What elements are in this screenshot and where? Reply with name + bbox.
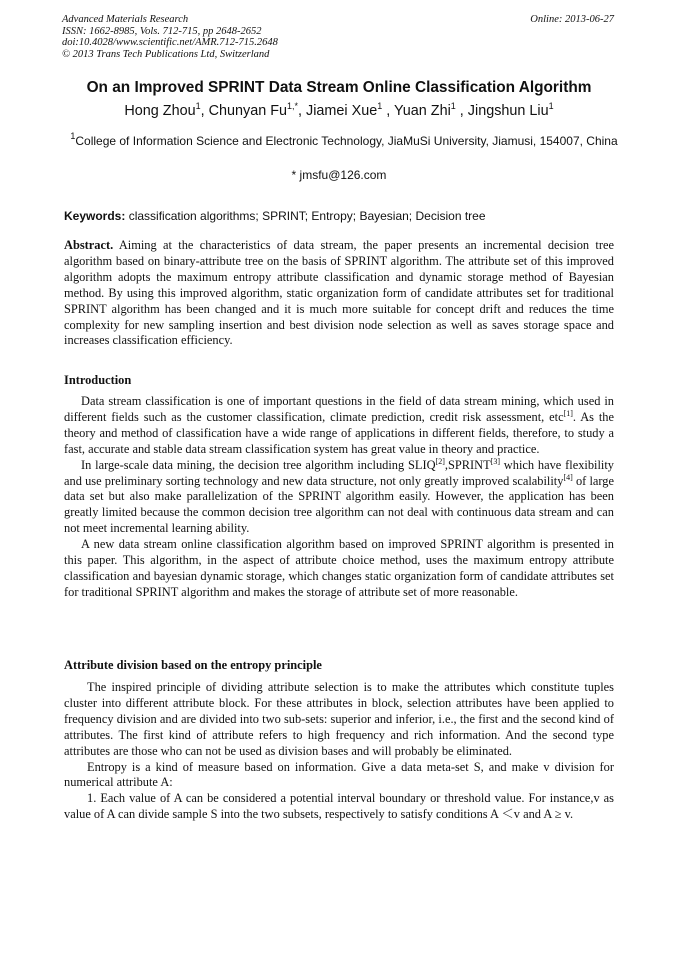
abstract-label: Abstract. (64, 238, 114, 252)
introduction-body (64, 394, 614, 601)
author-affil-mark: 1 (377, 101, 383, 111)
text-run: . As the theory and method of classification have a wide range of applications in different fields, therefore, to study a fast, accurate and stable data stream classification system has great value in theory and practice. (64, 409, 614, 456)
author-name: Jingshun Liu (467, 103, 549, 119)
journal-header (62, 14, 278, 60)
author-separator: , (298, 103, 307, 119)
doi-line: doi:10.4028/www.scientific.net/AMR.712-715.2648 (62, 37, 278, 49)
author-separator: , (455, 103, 464, 119)
author-separator: , (382, 103, 394, 119)
corresponding-email: * jmsfu@126.com (291, 168, 387, 182)
text-run: In large-scale data mining, the decision tree algorithm including SLIQ (81, 457, 436, 472)
issn-line: ISSN: 1662-8985, Vols. 712-715, pp 2648-2652 (62, 25, 262, 37)
author-affil-mark: 1 (548, 101, 554, 111)
text-run: of large data set but also make parallelization of the SPRINT algorithm easily. However, the application has been greatly limited because the common decision tree algorithm can not deal with continuous data stream and can not meet incremental learning ability. (64, 473, 615, 536)
author-name: Chunyan Fu (208, 103, 287, 119)
introduction-heading: Introduction (64, 373, 132, 387)
author-affil-mark: 1 (195, 101, 201, 111)
citation-ref: [2] (435, 456, 445, 466)
attr-paragraph-1: The inspired principle of dividing attribute selection is to make the attributes which constitute tuples cluster into different attribute block. For these attributes in block, selection attributes have been applied to frequency division and are divided into two sub-sets: superior and inferior, i.e., the first and the second kind of attributes. The first kind of attribute refers to high frequency and rich information. And the second type attributes are those who can not be used as division bases and will probably be eliminated. (64, 680, 614, 758)
text-run: which have flexibility and use preliminary sorting technology and new data structure, not only greatly improved scalability (64, 457, 614, 488)
author-list (0, 103, 678, 119)
intro-paragraph-3: A new data stream online classification algorithm based on improved SPRINT algorithm is presented in this paper. This algorithm, in the aspect of attribute choice method, uses the maximum entropy attribute classification and bayesian dynamic storage, which changes static organization form of candidate attributes set for traditional SPRINT algorithm and makes the storage of attribute set of more reasonable. (64, 537, 614, 599)
attribute-section-heading: Attribute division based on the entropy principle (64, 658, 322, 672)
text-run: ,SPRINT (444, 457, 491, 472)
author-name: Yuan Zhi (393, 103, 451, 119)
intro-paragraph-2 (64, 458, 614, 538)
abstract (64, 238, 614, 349)
affiliation-text: College of Information Science and Electronic Technology, JiaMuSi University, Jiamusi, 154007, China (75, 134, 618, 148)
author-name: Hong Zhou (124, 103, 196, 119)
copyright-line: © 2013 Trans Tech Publications Ltd, Switzerland (62, 48, 270, 60)
keywords-text: classification algorithms; SPRINT; Entropy; Bayesian; Decision tree (125, 209, 486, 223)
attr-paragraph-3: 1. Each value of A can be considered a potential interval boundary or threshold value. For instance,v as value of A can divide sample S into the two subsets, respectively to satisfy conditions A ＜v and A ≥ v. (64, 791, 614, 822)
author-affil-mark: 1,* (287, 101, 299, 111)
affiliation (66, 133, 622, 149)
abstract-text: Aiming at the characteristics of data stream, the paper presents an incremental decision tree algorithm based on binary-attribute tree on the basis of SPRINT algorithm. The attribute set of this improved algorithm adopts the maximum entropy attribute classification and dynamic storage method of Bayesian method. By using this improved algorithm, static organization form of candidate attributes set for traditional SPRINT algorithm has been changed and it is much more suitable for concept drift and reduces the time complexity for new sampling insertion and best division node selection as well as saves storage space and increases classification efficiency. (64, 238, 614, 348)
citation-ref: [3] (490, 456, 500, 466)
citation-ref: [1] (563, 408, 573, 418)
attr-paragraph-2: Entropy is a kind of measure based on information. Give a data meta-set S, and make v division for numerical attribute A: (64, 759, 614, 790)
keywords (64, 209, 486, 223)
online-date: Online: 2013-06-27 (530, 14, 614, 25)
affiliation-mark: 1 (70, 131, 76, 141)
attribute-section-body (64, 680, 614, 823)
author-name: Jiamei Xue (306, 103, 378, 119)
paper-title: On an Improved SPRINT Data Stream Online Classification Algorithm (86, 79, 592, 96)
intro-paragraph-1 (64, 394, 614, 458)
author-affil-mark: 1 (450, 101, 456, 111)
author-separator: , (200, 103, 209, 119)
keywords-label: Keywords: (64, 209, 126, 223)
citation-ref: [4] (563, 472, 573, 482)
text-run: Data stream classification is one of important questions in the field of data stream mining, which used in different fields such as the customer classification, climate prediction, credit risk assessment, etc (64, 394, 614, 424)
journal-name: Advanced Materials Research (62, 14, 189, 25)
